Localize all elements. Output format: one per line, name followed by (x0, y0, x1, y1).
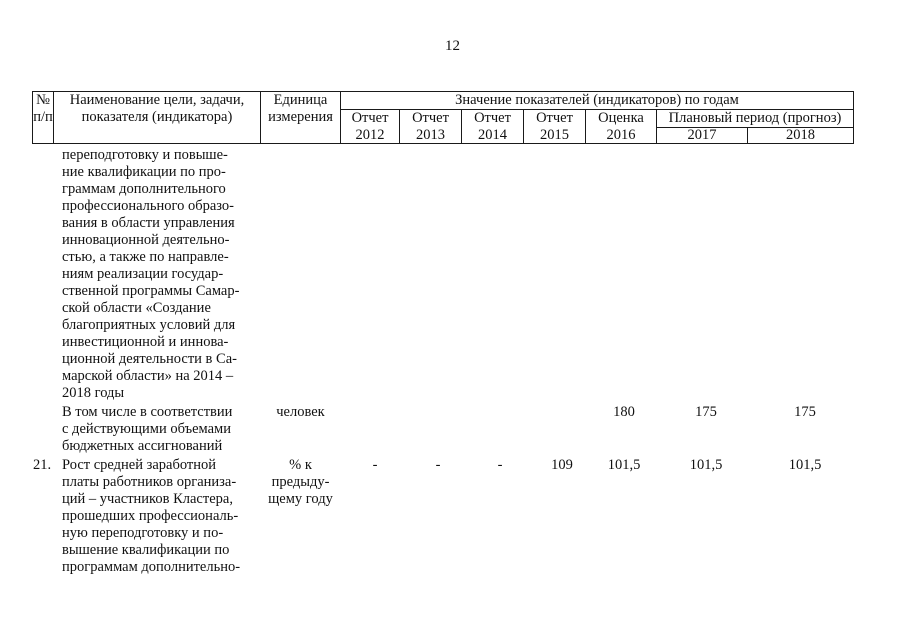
text-line: % к (289, 457, 312, 473)
row21-value-2014: - (497, 457, 503, 473)
text-line: граммам дополнительного (62, 181, 226, 197)
header-year-label: Отчет (474, 110, 511, 126)
header-year-label: Отчет (412, 110, 449, 126)
text-line: с действующими объемами (62, 421, 231, 437)
sub-row-value-2017: 175 (695, 404, 717, 420)
header-year-2016 (585, 109, 657, 144)
header-year-value: 2013 (416, 127, 445, 143)
text-line: прошедших профессиональ- (62, 508, 239, 524)
text-line: ственной программы Самар- (62, 283, 240, 299)
row21-description (62, 457, 262, 576)
header-year-value: 2012 (355, 127, 385, 143)
header-num-cell (32, 91, 54, 144)
header-year-2012 (340, 109, 400, 144)
text-line: ционной деятельности в Са- (62, 351, 237, 367)
text-line: Рост средней заработной (62, 457, 216, 473)
text-line: ций – участников Кластера, (62, 491, 233, 507)
text-line: переподготовку и повыше- (62, 147, 228, 163)
header-name-line2: показателя (индикатора) (81, 109, 233, 125)
text-line: ской области «Создание (62, 300, 211, 316)
text-line: марской области» на 2014 – (62, 368, 234, 384)
row21-value-2013: - (435, 457, 441, 473)
text-line: вышение квалификации по (62, 542, 230, 558)
text-line: щему году (268, 491, 333, 507)
row21-value-2017: 101,5 (689, 457, 723, 473)
row21-value-2012: - (372, 457, 378, 473)
header-year-label: Оценка (598, 110, 644, 126)
text-line: 2018 годы (62, 385, 125, 401)
text-line: благоприятных условий для (62, 317, 236, 333)
sub-row-value-2016: 180 (613, 404, 635, 420)
text-line: программам дополнительно- (62, 559, 241, 575)
text-line: предыду- (271, 474, 330, 490)
header-year-2017: 2017 (656, 127, 748, 144)
header-num-line1: № (36, 92, 50, 108)
header-name-cell (53, 91, 261, 144)
page-number: 12 (445, 38, 460, 54)
text-line: платы работников организа- (62, 474, 237, 490)
header-year-value: 2014 (478, 127, 507, 143)
text-line: профессионального образо- (62, 198, 235, 214)
row21-number: 21. (33, 457, 52, 473)
header-unit-line1: Единица (273, 92, 328, 108)
text-line: бюджетных ассигнований (62, 438, 223, 454)
header-unit-line2: измерения (268, 109, 333, 125)
text-line: инновационной деятельно- (62, 232, 230, 248)
row21-value-2015: 109 (551, 457, 573, 473)
text-line: ную переподготовку и по- (62, 525, 224, 541)
header-name-line1: Наименование цели, задачи, (69, 92, 245, 108)
header-year-2013 (399, 109, 462, 144)
header-year-2014 (461, 109, 524, 144)
text-line: В том числе в соответствии (62, 404, 233, 420)
sub-row-description (62, 404, 262, 455)
text-line: вания в области управления (62, 215, 235, 231)
header-year-value: 2016 (606, 127, 636, 143)
header-year-label: Отчет (351, 110, 389, 126)
header-unit-cell (260, 91, 341, 144)
text-line: инвестиционной и иннова- (62, 334, 229, 350)
header-num-line2: п/п (33, 109, 53, 125)
header-values-group: Значение показателей (индикаторов) по годам (340, 91, 854, 110)
sub-row-unit: человек (276, 404, 325, 420)
header-planned-group: Плановый период (прогноз) (656, 109, 854, 128)
header-year-2015 (523, 109, 586, 144)
row21-unit (260, 457, 341, 508)
header-year-2018: 2018 (747, 127, 854, 144)
sub-row-value-2018: 175 (794, 404, 816, 420)
header-year-label: Отчет (536, 110, 573, 126)
text-line: ниям реализации государ- (62, 266, 224, 282)
text-line: ние квалификации по про- (62, 164, 226, 180)
text-line: стью, а также по направле- (62, 249, 229, 265)
row21-value-2016: 101,5 (607, 457, 641, 473)
header-year-value: 2015 (540, 127, 569, 143)
row21-value-2018: 101,5 (788, 457, 822, 473)
continuation-text (62, 147, 262, 402)
